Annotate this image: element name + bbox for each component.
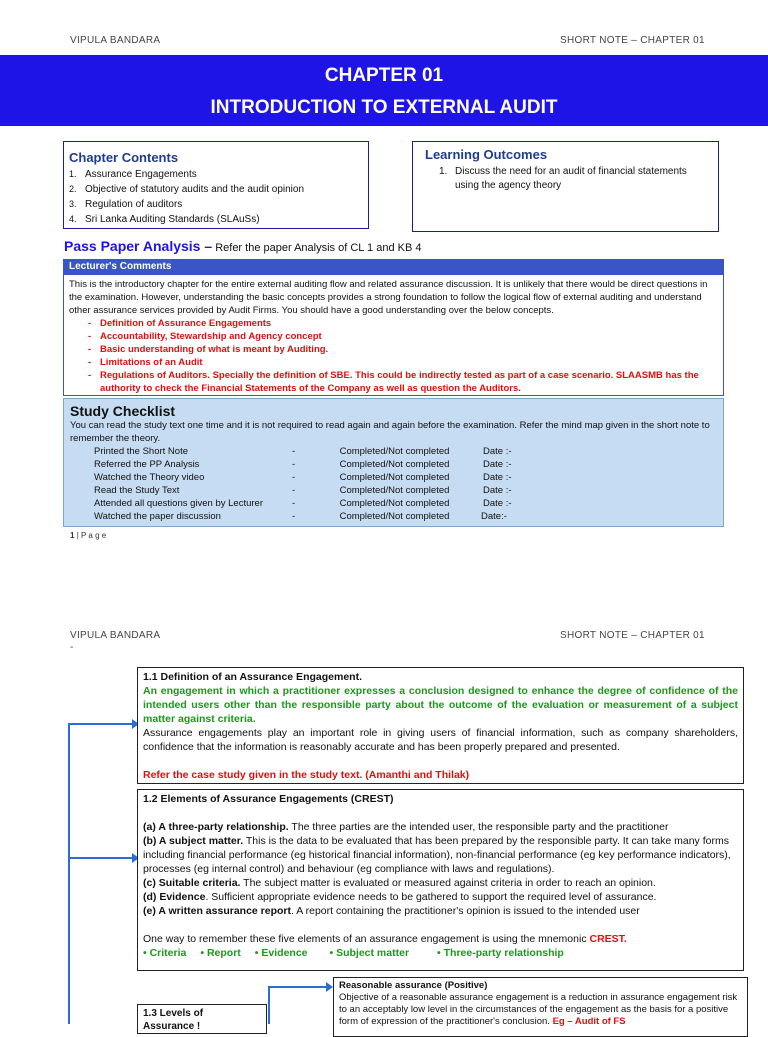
- element-item: (a) A three-party relationship. The three parties are the intended user, the responsible party and the practitioner: [143, 821, 669, 833]
- reasonable-assurance-text: Objective of a reasonable assurance engagement is a reduction in assurance engagement risk to an acceptably low level in the circumstances of the engagement as the basis for a positive form of expression of the practitioner's conclusion. Eg – Audit of FS: [339, 992, 738, 1027]
- assurance-definition: An engagement in which a practitioner expresses a conclusion designed to enhance the degree of confidence of the intended users other than the responsible party about the outcome of the evaluation or measurement of a subject matter against criteria.: [143, 685, 738, 725]
- learning-outcomes-box: [412, 141, 719, 232]
- chapter-title: INTRODUCTION TO EXTERNAL AUDIT: [210, 97, 558, 118]
- section-1-1-text: Assurance engagements play an important role in giving users of financial information, such as company shareholders, confidence that the information is reasonably accurate and has been properly prepared and presented.: [143, 727, 738, 753]
- reasonable-assurance-box: [333, 977, 748, 1037]
- list-item: • Criteria: [143, 947, 187, 959]
- list-item: - Basic understanding of what is meant by Auditing.: [88, 343, 723, 356]
- section-1-2-box: [137, 789, 744, 971]
- list-item: 2. Objective of statutory audits and the audit opinion: [69, 184, 305, 195]
- list-item: 1. Assurance Engagements: [69, 169, 197, 180]
- lecturer-concepts-list: [88, 317, 723, 395]
- list-item: 3. Regulation of auditors: [69, 199, 183, 210]
- element-item: (d) Evidence. Sufficient appropriate evidence needs to be gathered to support the required level of assurance.: [143, 891, 657, 903]
- mnemonic-line: One way to remember these five elements of an assurance engagement is using the mnemonic CREST.: [143, 933, 627, 945]
- list-item: - Limitations of an Audit: [88, 356, 723, 369]
- checklist-row: Referred the PP Analysis - Completed/Not completed Date :-: [94, 459, 512, 470]
- section-1-3-title: 1.3 Levels of: [143, 1008, 204, 1019]
- connector-line-to-reasonable: [268, 986, 330, 988]
- chapter-number: CHAPTER 01: [324, 65, 444, 86]
- list-item: • Three-party relationship: [437, 947, 564, 959]
- section-1-2-title: 1.2 Elements of Assurance Engagements (CREST): [143, 793, 394, 805]
- learning-outcomes-title: Learning Outcomes: [425, 147, 548, 162]
- chapter-contents-box: [63, 141, 369, 229]
- page-footer: [70, 531, 106, 540]
- section-1-1-box: [137, 667, 744, 784]
- page2-header-author: VIPULA BANDARA: [70, 630, 161, 641]
- list-item: - Definition of Assurance Engagements: [88, 317, 723, 330]
- connector-line-levels: [268, 986, 270, 1024]
- element-item: (e) A written assurance report. A report containing the practitioner's opinion is issued to the intended user: [143, 905, 640, 917]
- page-label: | P a g e: [76, 531, 107, 540]
- page2-dash: -: [70, 642, 74, 653]
- crest-bullets: [143, 946, 738, 960]
- list-item: • Report: [200, 947, 241, 959]
- arrow-right-icon: [326, 982, 333, 992]
- list-item: • Subject matter: [329, 947, 410, 959]
- study-checklist-text: You can read the study text one time and it is not required to read again and again before the examination. Refer the mind map given in the short note to remember the theory.: [70, 420, 710, 444]
- page2-header-chapter: SHORT NOTE – CHAPTER 01: [560, 630, 705, 641]
- study-checklist-box: [63, 398, 724, 527]
- page-header-author: VIPULA BANDARA: [70, 35, 161, 46]
- connector-line-to-1-2: [68, 857, 137, 859]
- connector-line-to-1-1: [68, 723, 137, 725]
- chapter-contents-list: [69, 167, 363, 227]
- case-study-note: Refer the case study given in the study text. (Amanthi and Thilak): [143, 769, 470, 781]
- section-1-3-title-2: Assurance !: [143, 1021, 201, 1032]
- checklist-row: Attended all questions given by Lecturer - Completed/Not completed Date :-: [94, 498, 512, 509]
- checklist-row: Watched the Theory video - Completed/Not completed Date :-: [94, 472, 512, 483]
- checklist-row: Printed the Short Note - Completed/Not completed Date :-: [94, 446, 512, 457]
- reasonable-assurance-title: Reasonable assurance (Positive): [339, 980, 488, 991]
- chapter-banner: [0, 55, 768, 126]
- page-number: 1: [70, 531, 75, 540]
- element-item: (b) A subject matter. This is the data to be evaluated that has been prepared by the responsible party. It can take many forms including financial performance (eg historical financial information), non-financial performance (eg key performance indicators), processes (eg internal control) and behaviour (eg compliance with laws and regulations).: [143, 835, 731, 875]
- reasonable-assurance-example: Eg – Audit of FS: [552, 1016, 626, 1027]
- list-item: • Evidence: [254, 947, 308, 959]
- section-1-1-title: 1.1 Definition of an Assurance Engagement.: [143, 671, 362, 683]
- connector-line-vertical: [68, 723, 70, 1024]
- lecturer-comments-text: This is the introductory chapter for the entire external auditing flow and related assurance discussion. It is unlikely that there would be direct questions in the examination. However, understanding the basic concepts provides a strong foundation to follow the logical flow of external auditing and understand other assurance services provided by Audit Firms. You should have a good understanding over the below concepts.: [69, 279, 708, 316]
- study-checklist-title: Study Checklist: [70, 403, 176, 419]
- list-item: 4. Sri Lanka Auditing Standards (SLAuSs): [69, 214, 260, 225]
- lecturer-comments-box: [63, 259, 724, 396]
- element-item: (c) Suitable criteria. The subject matter is evaluated or measured against criteria in order to reach an opinion.: [143, 877, 656, 889]
- section-1-3-box: [137, 1004, 267, 1034]
- checklist-row: Read the Study Text - Completed/Not completed Date :-: [94, 485, 512, 496]
- pass-paper-heading: Pass Paper Analysis – Refer the paper Analysis of CL 1 and KB 4: [64, 238, 422, 254]
- list-item: - Regulations of Auditors. Specially the definition of SBE. This could be indirectly tested as part of a case scenario. SLAASMB has the authority to check the Financial Statements of the Company as well as question the Auditors.: [88, 369, 723, 395]
- checklist-row: Watched the paper discussion - Completed/Not completed Date:-: [94, 511, 507, 522]
- learning-outcome-item: 1. Discuss the need for an audit of financial statements using the agency theory: [439, 166, 687, 191]
- list-item: - Accountability, Stewardship and Agency concept: [88, 330, 723, 343]
- lecturer-comments-heading: Lecturer's Comments: [64, 260, 723, 275]
- chapter-contents-title: Chapter Contents: [69, 150, 179, 165]
- page-header-chapter: SHORT NOTE – CHAPTER 01: [560, 35, 705, 46]
